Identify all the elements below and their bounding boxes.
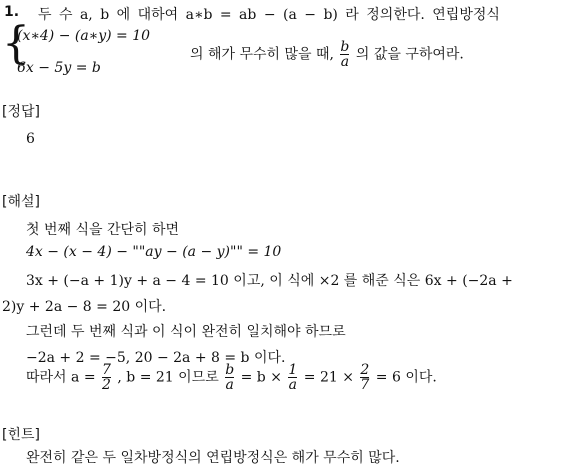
explanation-line-2: 4x − (x − 4) − ""ay − (a − y)"" = 10 <box>26 244 282 260</box>
problem-tail-pre: 의 해가 무수히 많을 때, <box>190 46 334 63</box>
explanation-line-6: −2a + 2 = −5, 20 − 2a + 8 = b 이다. <box>26 350 286 366</box>
l7-text-d: = 21 × <box>303 369 354 386</box>
frac-numerator: b <box>340 39 350 55</box>
frac-denominator: 2 <box>102 377 111 393</box>
explanation-line-1: 첫 번째 식을 간단히 하면 <box>26 222 180 238</box>
frac-denominator: a <box>340 54 350 70</box>
fraction-b-over-a-2 <box>225 363 234 392</box>
frac-denominator: a <box>288 377 298 393</box>
explanation-line-5: 그런데 두 번째 식과 이 식이 완전히 일치해야 하므로 <box>26 324 346 340</box>
system-brace: { <box>2 18 30 69</box>
problem-tail <box>190 40 464 69</box>
explanation-header: [해설] <box>2 194 40 210</box>
hint-text: 완전히 같은 두 일차방정식의 연립방정식은 해가 무수히 많다. <box>26 450 400 466</box>
frac-numerator: 7 <box>102 362 111 378</box>
answer-value: 6 <box>26 131 35 147</box>
fraction-b-over-a <box>340 40 349 69</box>
fraction-7-over-2 <box>102 363 111 392</box>
frac-numerator: 2 <box>360 362 370 378</box>
fraction-1-over-a <box>288 363 297 392</box>
hint-header: [힌트] <box>2 427 40 443</box>
frac-numerator: 1 <box>288 362 298 378</box>
frac-denominator: 7 <box>360 377 370 393</box>
problem-statement-line1: 두 수 a, b 에 대하여 a∗b = ab − (a − b) 라 정의한다. 연립방정식 <box>38 7 500 23</box>
fraction-2-over-7 <box>360 363 369 392</box>
l7-text-b: , b = 21 이므로 <box>117 369 219 386</box>
l7-text-c: = b × <box>240 369 282 386</box>
explanation-line-7 <box>26 363 437 392</box>
explanation-line-4: 2)y + 2a − 8 = 20 이다. <box>2 299 167 315</box>
answer-header: [정답] <box>2 104 40 120</box>
l7-text-e: = 6 이다. <box>375 369 437 386</box>
problem-number: 1. <box>4 4 20 20</box>
explanation-line-3: 3x + (−a + 1)y + a − 4 = 10 이고, 이 식에 ×2 를 해준 식은 6x + (−2a + <box>26 273 513 289</box>
problem-tail-post: 의 값을 구하여라. <box>355 46 464 63</box>
frac-denominator: a <box>225 377 234 393</box>
system-equation-2: 6x − 5y = b <box>17 60 101 76</box>
l7-text-a: 따라서 a = <box>26 369 96 386</box>
system-equation-1: (x∗4) − (a∗y) = 10 <box>17 28 151 44</box>
frac-numerator: b <box>225 362 235 378</box>
